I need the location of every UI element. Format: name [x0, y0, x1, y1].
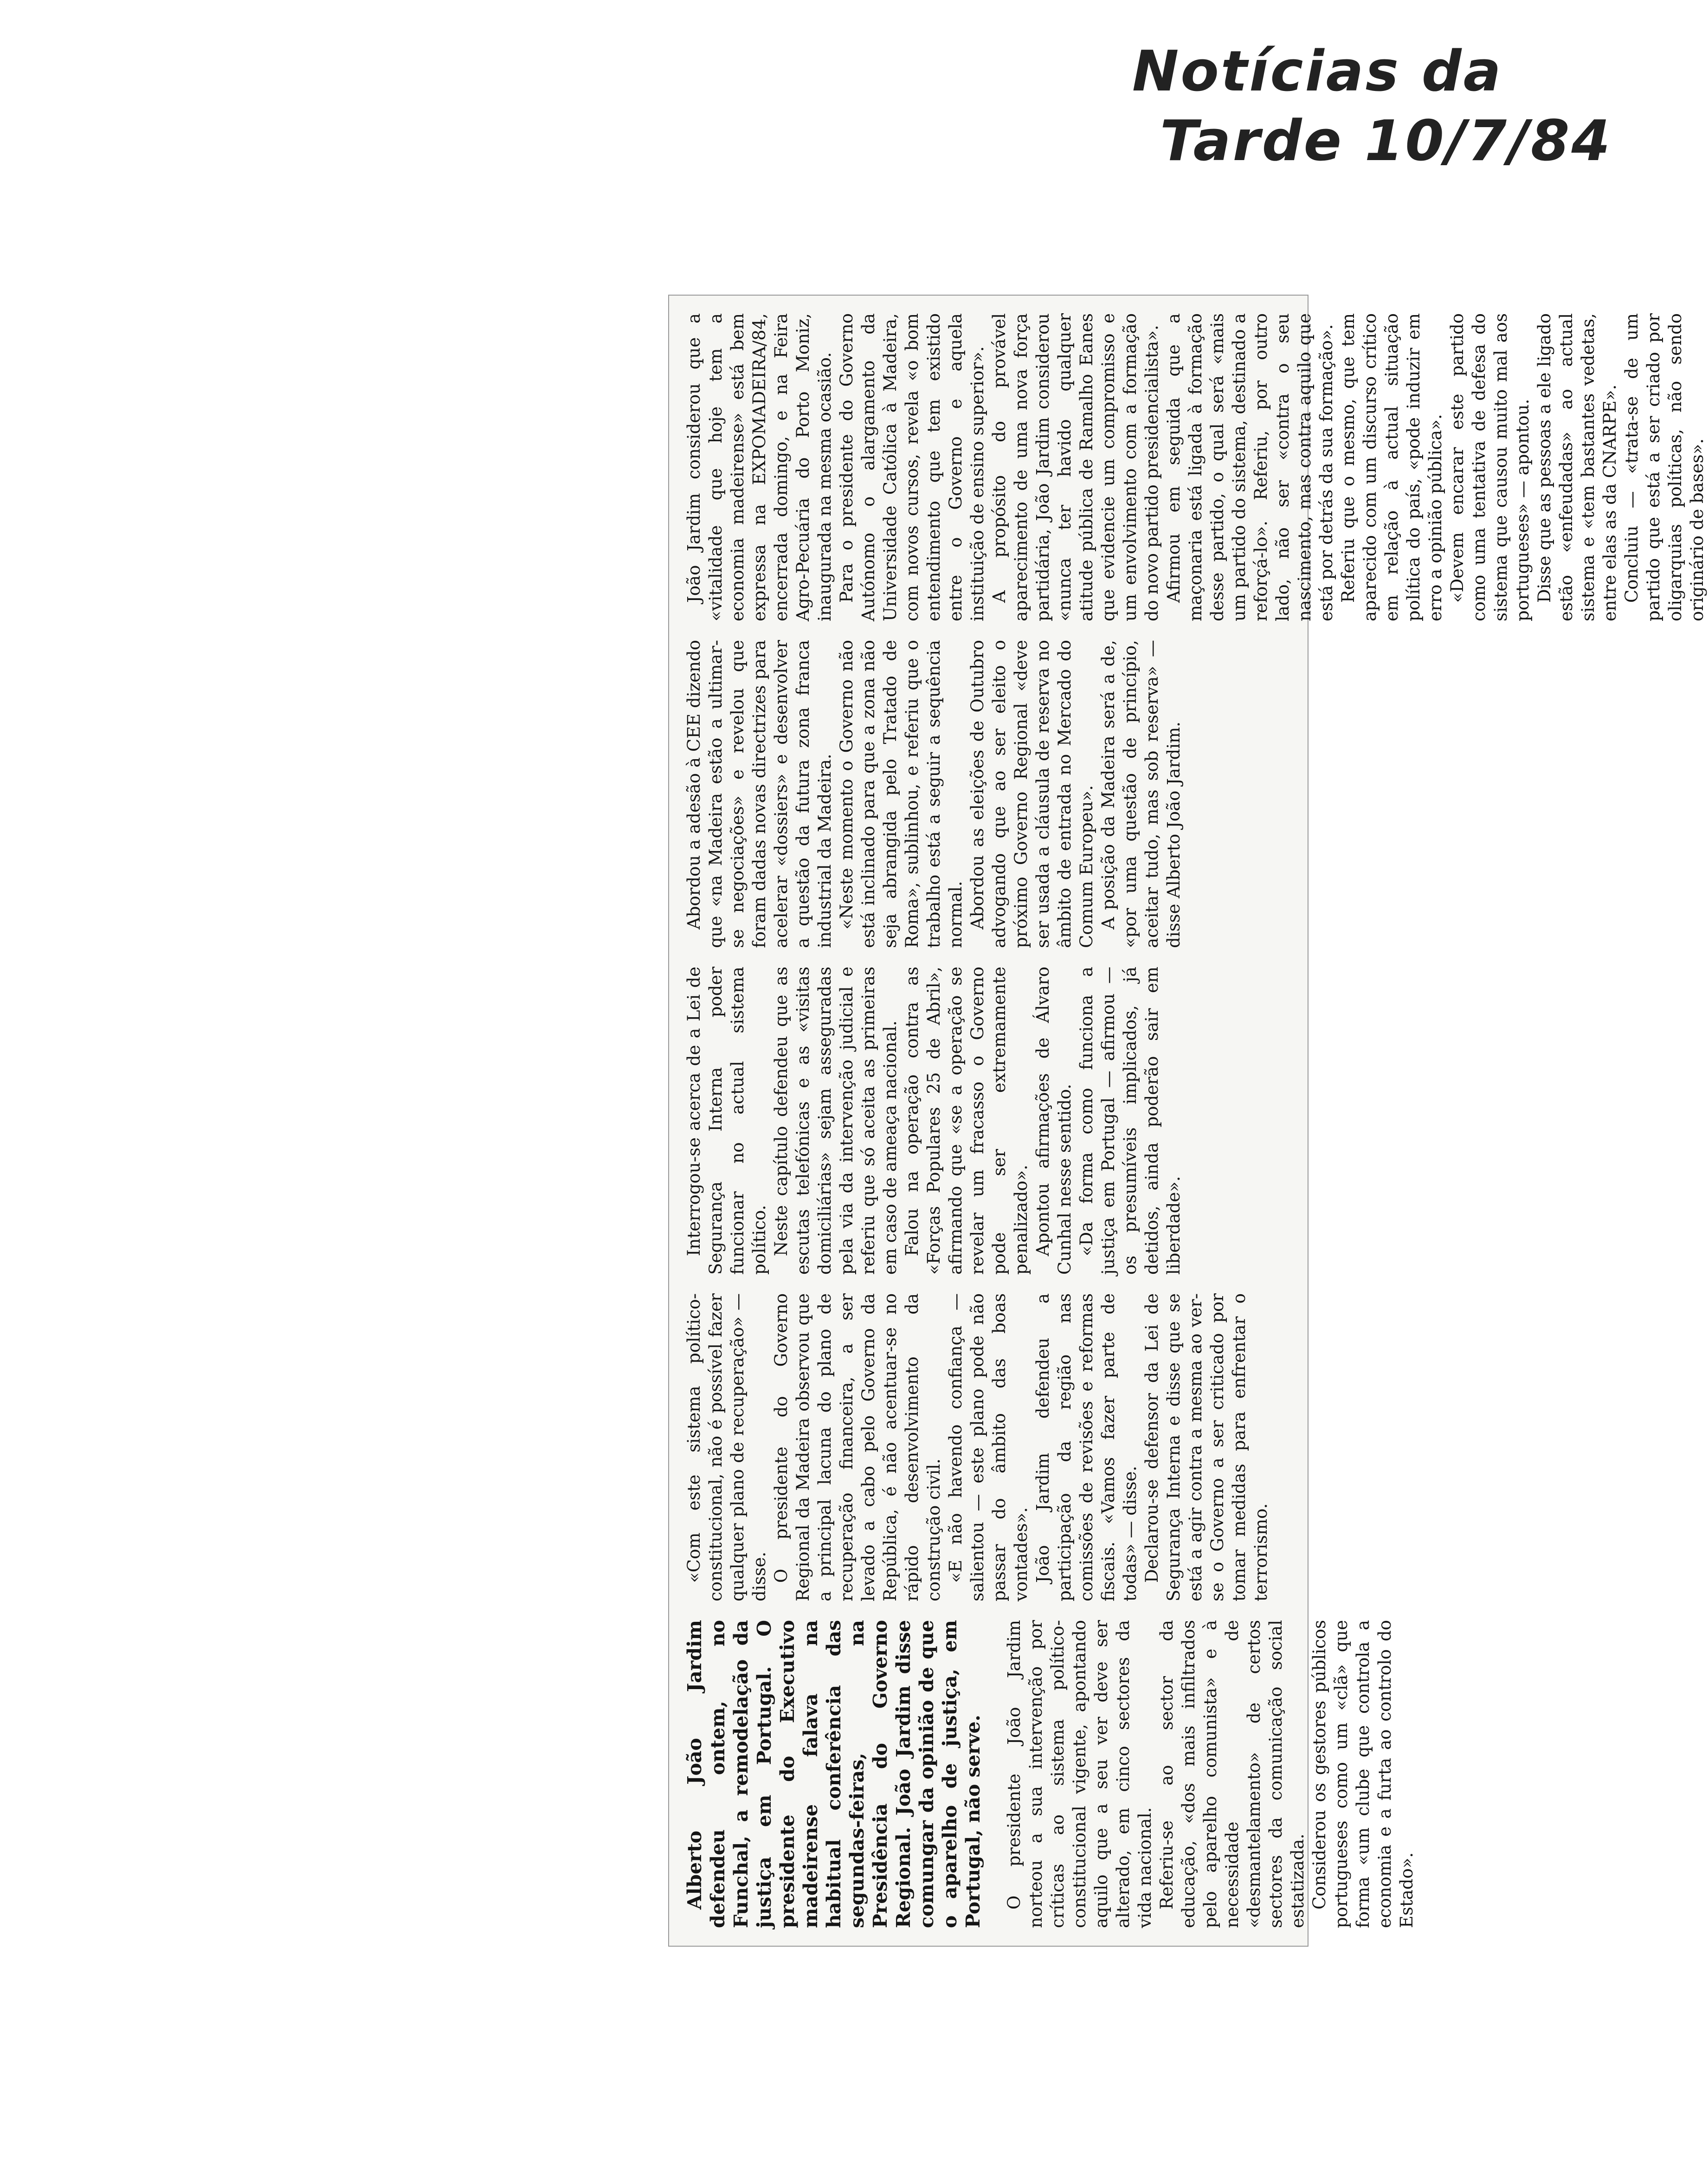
article-paragraph: Afirmou em seguida que a maçonaria está ligada à formação desse partido, o qual será «mais um partido do sistema, destinado a reforçá-lo». Referiu, por outro lado, não ser «contra o seu nascimento, mas contra aquilo que está por detrás da sua formação». [1164, 313, 1336, 621]
column-2 [683, 1293, 1708, 1601]
article-paragraph: Para o presidente do Governo Autónomo o alargamento da Universidade Católica à Madeira, com novos cursos, revela «o bom entendimento que tem existido entre o Governo e aquela instituição de ensino superior». [837, 313, 987, 621]
annotation-date: Tarde 10/7/84 [1160, 109, 1612, 174]
newspaper-clipping-frame [645, 258, 1707, 1984]
article-paragraph: Abordou as eleições de Outubro advogando que ao ser eleito o próximo Governo Regional «deve ser usada a cláusula de reserva no âmbito de entrada no Mercado do Comum Europeu». [967, 640, 1096, 948]
article-paragraph: Falou na operação contra as «Forças Populares 25 de Abril», afirmando que «se a operação se revelar um fracasso o Governo pode ser extremamente penalizado». [902, 967, 1031, 1275]
article-paragraph: «E não havendo confiança — salientou — este plano pode não passar do âmbito das boas vontades». [946, 1293, 1031, 1601]
handwritten-annotation [1132, 39, 1612, 181]
article-paragraph: João Jardim considerou que a «vitalidade que hoje tem a economia madeirense» está bem expressa na EXPOMADEIRA/84, encerrada domingo, e na Feira Agro-Pecuária do Porto Moniz, inaugurada na mesma ocasião. [684, 313, 835, 621]
column-1-paragraphs [1003, 1620, 1418, 1928]
article-paragraph: Considerou os gestores públicos portugueses como um «clã» que forma «um clube que controla a economia e a furta ao controlo do Estado». [1309, 1620, 1417, 1928]
article-paragraph: «Devem encarar este partido como uma tentativa de defesa do sistema que causou muito mal aos portugueses» — apontou. [1447, 313, 1533, 621]
article-paragraph: «Da forma como funciona a justiça em Portugal — afirmou — os presumíveis implicados, já detidos, ainda poderão sair em liberdade». [1076, 967, 1184, 1275]
article-paragraph: «Com este sistema político-constitucional, não é possível fazer qualquer plano de recuperação» — disse. [684, 1293, 769, 1601]
column-1 [683, 1620, 1708, 1928]
article-paragraph: O presidente do Governo Regional da Madeira observou que a principal lacuna do plano de recuperação financeira, a ser levado a cabo pelo Governo da República, é não acentuar-se no rápido desenvolvimento da construção civil. [771, 1293, 944, 1601]
column-2-paragraphs [683, 1293, 1272, 1601]
column-5 [683, 313, 1708, 621]
article-paragraph: Referiu-se ao sector da educação, «dos mais infiltrados pelo aparelho comunista» e à necessidade de «desmantelamento» de certos sectores da comunicação social estatizada. [1157, 1620, 1308, 1928]
column-3-paragraphs [683, 967, 1185, 1275]
annotation-source: Notícias da [1132, 39, 1503, 104]
column-4-paragraphs [683, 640, 1185, 948]
article-paragraph: Concluiu — «trata-se de um partido que está a ser criado por oligarquias políticas, não sendo originário de bases». [1622, 313, 1707, 621]
column-3 [683, 967, 1708, 1275]
article-paragraph: Referiu que o mesmo, que tem aparecido com um discurso crítico em relação à actual situação política do país, «pode induzir em erro a opinião pública». [1338, 313, 1445, 621]
article-paragraph: A posição da Madeira será a de, «por uma questão de princípio, aceitar tudo, mas sob reserva» — disse Alberto João Jardim. [1098, 640, 1184, 948]
article-paragraph: Declarou-se defensor da Lei de Segurança Interna e disse que se está a agir contra a mesma ao ver-se o Governo a ser criticado por tomar medidas para enfrentar o terrorismo. [1142, 1293, 1271, 1601]
article-paragraph: João Jardim defendeu a participação da região nas comissões de revisões e reformas fiscais. «Vamos fazer parte de todas» — disse. [1033, 1293, 1140, 1601]
article-paragraph: O presidente João Jardim norteou a sua intervenção por críticas ao sistema político-constitucional vigente, apontando aquilo que a seu ver deve ser alterado, em cinco sectores da vida nacional. [1004, 1620, 1155, 1928]
column-5-paragraphs [683, 313, 1708, 621]
article-paragraph: Disse que as pessoas a ele ligado estão «enfeudadas» ao actual sistema e «tem bastantes vedetas, entre elas as da CNARPE». [1534, 313, 1620, 621]
article-paragraph: «Neste momento o Governo não está inclinado para que a zona não seja abrangida pelo Tratado de Roma», sublinhou, e referiu que o trabalho está a seguir a sequência normal. [837, 640, 966, 948]
article-paragraph: Interrogou-se acerca de a Lei de Segurança Interna poder funcionar no actual sistema político. [684, 967, 769, 1275]
article-paragraph: Abordou a adesão à CEE dizendo que «na Madeira estão a ultimar-se negociações» e revelou que foram dadas novas directrizes para acelerar «dossiers» e desenvolver a questão da futura zona franca industrial da Madeira. [684, 640, 835, 948]
article-paragraph: Apontou afirmações de Álvaro Cunhal nesse sentido. [1033, 967, 1075, 1275]
article-paragraph: A propósito do provável aparecimento de uma nova força partidária, João Jardim considerou «nunca ter havido qualquer atitude pública de Ramalho Eanes que evidencie um compromisso e um envolvimento com a formação do novo partido presidencialista». [989, 313, 1162, 621]
column-4 [683, 640, 1708, 948]
article-lead: Alberto João Jardim defendeu ontem, no Funchal, a remodelação da justiça em Portugal. O presidente do Executivo madeirense falava na habitual conferência das segundas-feiras, na Presidência do Governo Regional. João Jardim disse comungar da opinião de que o aparelho de justiça, em Portugal, não serve. [683, 1620, 984, 1928]
article-paragraph: Neste capítulo defendeu que as escutas telefónicas e as «visitas domiciliárias» sejam asseguradas pela via da intervenção judicial e referiu que só aceita as primeiras em caso de ameaça nacional. [771, 967, 900, 1275]
newspaper-clipping [668, 295, 1707, 1947]
